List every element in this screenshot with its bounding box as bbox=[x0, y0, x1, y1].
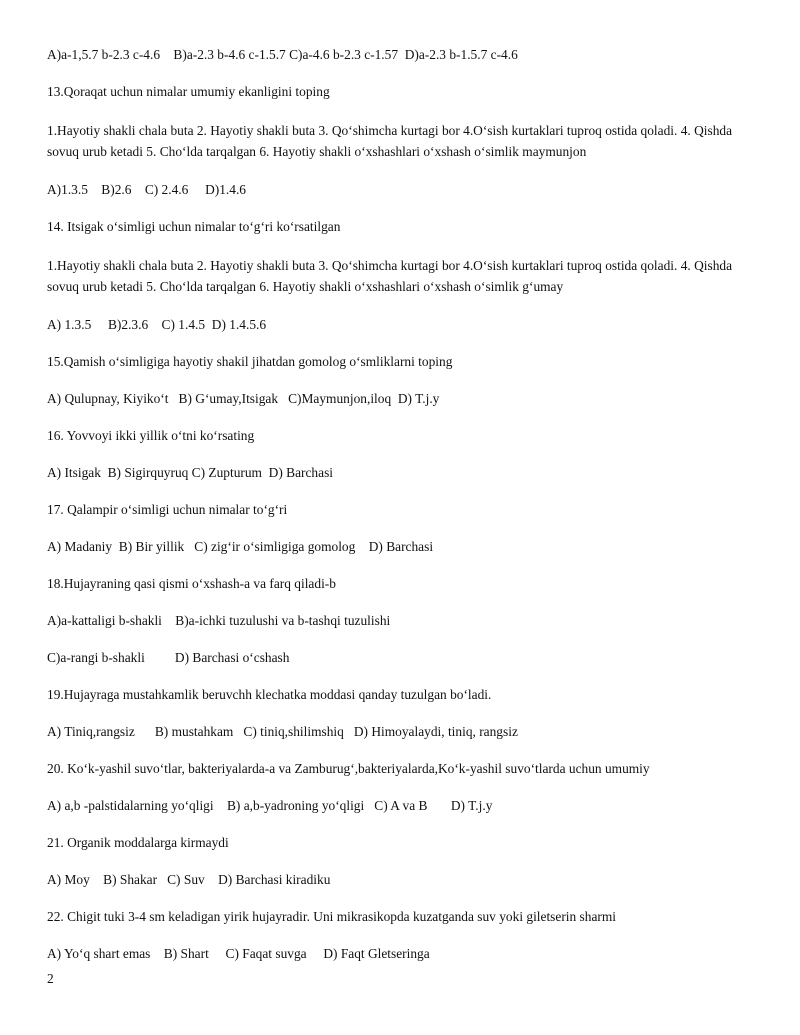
question-14: 14. Itsigak o‘simligi uchun nimalar to‘g‘ri ko‘rsatilgan bbox=[47, 219, 341, 234]
question-18: 18.Hujayraning qasi qismi o‘xshash-a va farq qiladi-b bbox=[47, 576, 336, 591]
question-15-answers: A) Qulupnay, Kiyiko‘t B) G‘umay,Itsigak C)Maymunjon,iloq D) T.j.y bbox=[47, 391, 440, 406]
question-15: 15.Qamish o‘simligiga hayotiy shakil jihatdan gomolog o‘smliklarni toping bbox=[47, 354, 453, 369]
question-16-answers: A) Itsigak B) Sigirquyruq C) Zupturum D) Barchasi bbox=[47, 465, 333, 480]
question-14-answers: A) 1.3.5 B)2.3.6 C) 1.4.5 D) 1.4.5.6 bbox=[47, 317, 267, 332]
page-number: 2 bbox=[47, 971, 54, 986]
question-13: 13.Qoraqat uchun nimalar umumiy ekanligini toping bbox=[47, 84, 330, 99]
question-17: 17. Qalampir o‘simligi uchun nimalar to‘g‘ri bbox=[47, 502, 288, 517]
question-22: 22. Chigit tuki 3-4 sm keladigan yirik hujayradir. Uni mikrasikopda kuzatganda suv yoki giletserin sharmi bbox=[47, 909, 617, 924]
question-21-answers: A) Moy B) Shakar C) Suv D) Barchasi kiradiku bbox=[47, 872, 331, 887]
question-16: 16. Yovvoyi ikki yillik o‘tni ko‘rsating bbox=[47, 428, 255, 443]
answer-options-line: A)a-1,5.7 b-2.3 c-4.6 B)a-2.3 b-4.6 c-1.5.7 C)a-4.6 b-2.3 c-1.57 D)a-2.3 b-1.5.7 c-4.6 bbox=[47, 47, 518, 62]
question-20: 20. Ko‘k-yashil suvo‘tlar, bakteriyalarda-a va Zamburug‘,bakteriyalarda,Ko‘k-yashil suvo‘tlarda uchun umumiy bbox=[47, 761, 650, 776]
question-19-answers: A) Tiniq,rangsiz B) mustahkam C) tiniq,shilimshiq D) Himoyalaydi, tiniq, rangsiz bbox=[47, 724, 518, 739]
question-19: 19.Hujayraga mustahkamlik beruvchh klechatka moddasi qanday tuzulgan bo‘ladi. bbox=[47, 687, 492, 702]
question-13-statements: 1.Hayotiy shakli chala buta 2. Hayotiy shakli buta 3. Qo‘shimcha kurtagi bor 4.O‘sish kurtaklari tuproq ostida qoladi. 4. Qishda sovuq urub ketadi 5. Cho‘lda tarqalgan 6. Hayotiy shakli o‘xshashlari o‘xshash o‘simlik maymunjon bbox=[47, 123, 733, 159]
question-22-answers: A) Yo‘q shart emas B) Shart C) Faqat suvga D) Faqt Gletseringa bbox=[47, 946, 430, 961]
question-14-statements: 1.Hayotiy shakli chala buta 2. Hayotiy shakli buta 3. Qo‘shimcha kurtagi bor 4.O‘sish kurtaklari tuproq ostida qoladi. 4. Qishda sovuq urub ketadi 5. Cho‘lda tarqalgan 6. Hayotiy shakli o‘xshashlari o‘xshash o‘simlik g‘umay bbox=[47, 258, 733, 294]
document-page bbox=[47, 46, 757, 963]
question-13-answers: A)1.3.5 B)2.6 C) 2.4.6 D)1.4.6 bbox=[47, 182, 246, 197]
question-18-answers-ab: A)a-kattaligi b-shakli B)a-ichki tuzulushi va b-tashqi tuzulishi bbox=[47, 613, 391, 628]
question-20-answers: A) a,b -palstidalarning yo‘qligi B) a,b-yadroning yo‘qligi C) A va B D) T.j.y bbox=[47, 798, 493, 813]
question-21: 21. Organik moddalarga kirmaydi bbox=[47, 835, 229, 850]
question-18-answers-cd: C)a-rangi b-shakli D) Barchasi o‘cshash bbox=[47, 650, 290, 665]
question-17-answers: A) Madaniy B) Bir yillik C) zig‘ir o‘simligiga gomolog D) Barchasi bbox=[47, 539, 434, 554]
